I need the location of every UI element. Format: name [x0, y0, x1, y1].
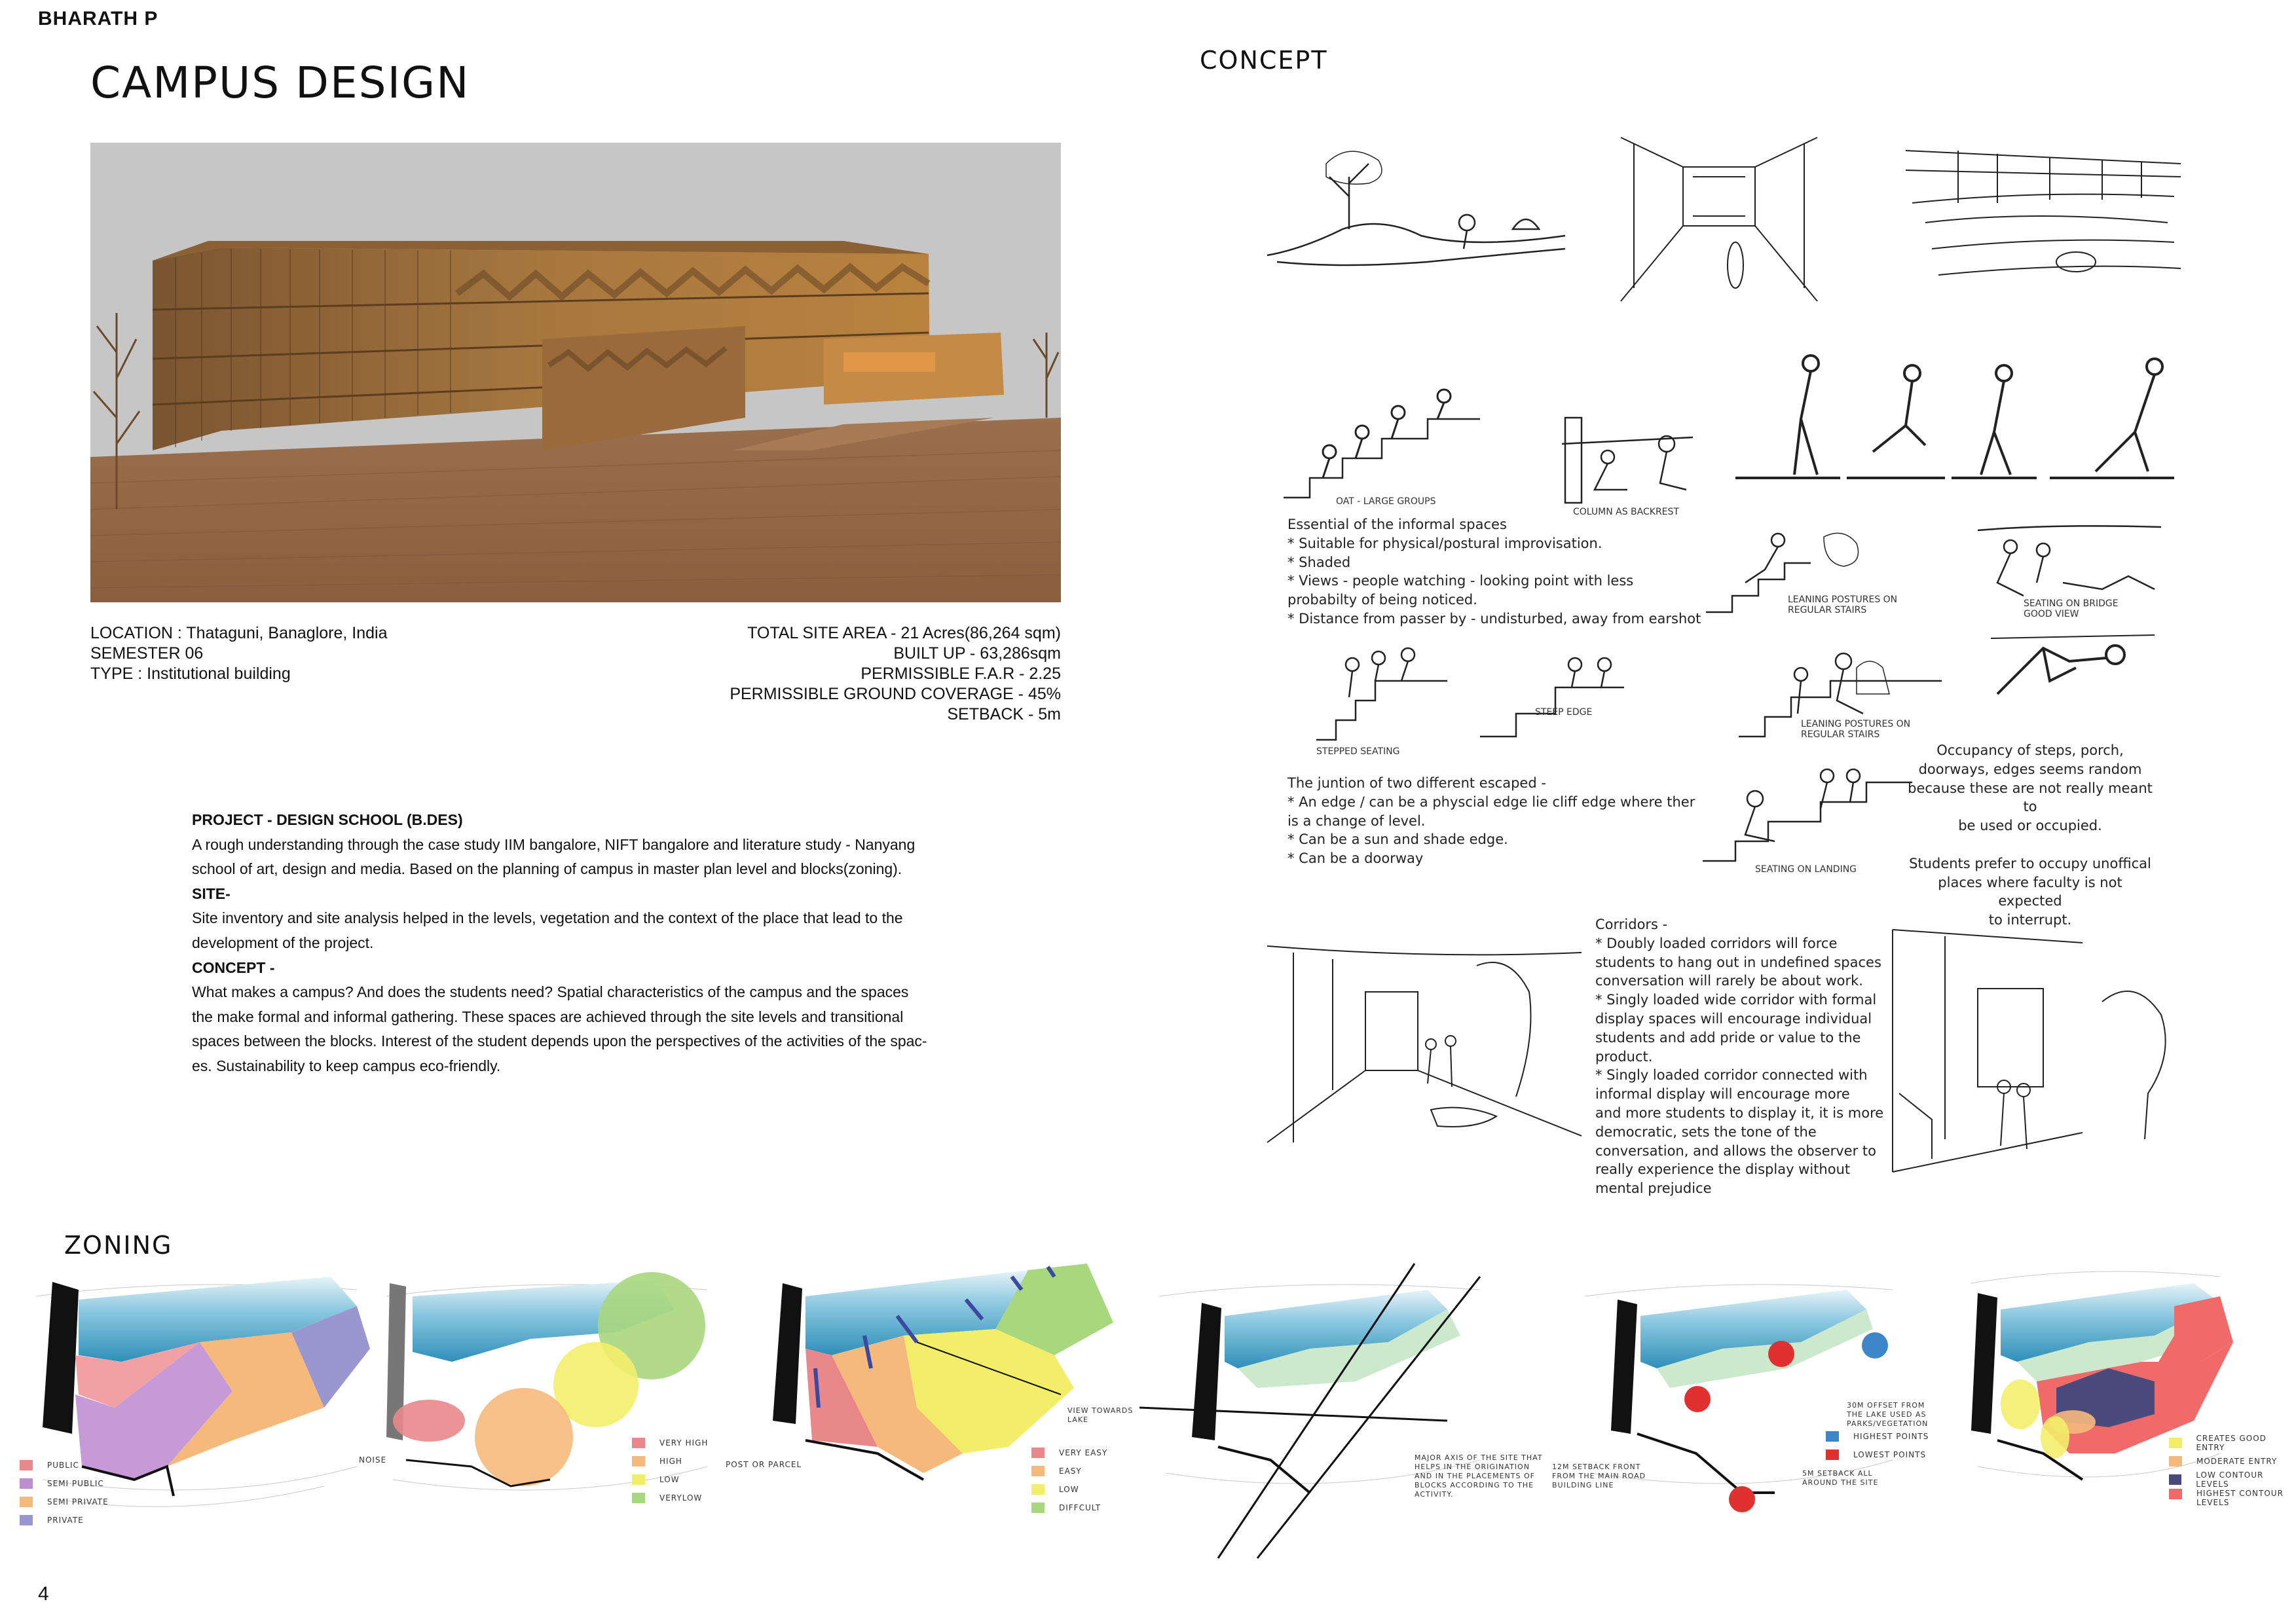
legend-swatch	[1031, 1466, 1045, 1476]
far-text: PERMISSIBLE F.A.R - 2.25	[861, 665, 1061, 683]
legend-label: LOWEST POINTS	[1853, 1450, 1927, 1459]
standing-postures-sketch	[1729, 354, 2187, 511]
legend-item	[2169, 1470, 2296, 1489]
building-render-image	[90, 143, 1061, 602]
occupancy-note: Occupancy of steps, porch, doorways, edges seems random because these are not really meant to be used or occupied. Students prefer to occupy unoffical places where faculty is not expected to interrupt.	[1908, 742, 2153, 928]
legend-label: VERY EASY	[1059, 1448, 1108, 1457]
stepped-seating-label: STEPPED SEATING	[1316, 746, 1400, 757]
legend-item	[632, 1434, 708, 1452]
semester-text: SEMESTER 06	[90, 644, 204, 663]
page-number: 4	[38, 1583, 49, 1605]
concept-line: the make formal and informal gathering. These spaces are achieved through the site levels and transitional	[192, 1008, 904, 1025]
built-up-text: BUILT UP - 63,286sqm	[893, 644, 1061, 663]
legend-item	[1031, 1499, 1107, 1517]
map2-noise-label: NOISE	[359, 1455, 387, 1465]
legend-label: SEMI PRIVATE	[47, 1497, 109, 1506]
junction-note: The juntion of two different escaped - * An edge / can be a physcial edge lie cliff edge where ther is a change of level. * Can be a sun and shade edge. * Can be a doorway	[1287, 775, 1695, 867]
legend-label: HIGHEST POINTS	[1853, 1432, 1929, 1441]
legend-label: SEMI PUBLIC	[47, 1479, 104, 1488]
legend-swatch	[2169, 1456, 2182, 1467]
legend-label: LOW	[1059, 1485, 1079, 1494]
legend-item	[20, 1511, 109, 1529]
legend-item	[1826, 1446, 1929, 1464]
hill-tree-sketch	[1264, 137, 1572, 268]
oat-large-groups-sketch	[1284, 393, 1519, 504]
legend-swatch	[2169, 1474, 2181, 1485]
corridor-sketch-right	[1886, 923, 2187, 1178]
legend-label: HIGHEST CONTOUR LEVELS	[2196, 1489, 2284, 1507]
seating-landing-sketch	[1703, 769, 1912, 867]
legend-item	[632, 1489, 708, 1507]
legend-label: PUBLIC	[47, 1461, 79, 1470]
legend-swatch	[2169, 1489, 2182, 1499]
map5-all-setback-note: 5M SETBACK ALL AROUND THE SITE	[1802, 1469, 1879, 1487]
legend-item	[1031, 1480, 1107, 1499]
legend-item	[632, 1452, 708, 1470]
legend-item	[20, 1493, 109, 1511]
stepped-seating-sketch	[1316, 645, 1460, 743]
concept-line: What makes a campus? And does the students need? Spatial characteristics of the campus and the spaces	[192, 983, 909, 1001]
legend-item	[1031, 1444, 1107, 1462]
legend-item	[1826, 1427, 1929, 1446]
location-text: LOCATION : Thataguni, Banaglore, India	[90, 624, 388, 642]
legend-swatch	[632, 1456, 645, 1467]
legend-item	[20, 1456, 109, 1474]
legend-label: VERY HIGH	[659, 1438, 709, 1448]
site-line: Site inventory and site analysis helped in the levels, vegetation and the context of the place that lead to the	[192, 909, 903, 927]
seating-landing-label: SEATING ON LANDING	[1755, 864, 1857, 875]
legend-label: VERYLOW	[659, 1493, 703, 1503]
legend-swatch	[1826, 1431, 1839, 1442]
project-description	[192, 808, 978, 1079]
map3-post-label: POST OR PARCEL	[726, 1460, 802, 1469]
lying-figure-sketch	[1991, 629, 2155, 707]
map6-legend	[2169, 1434, 2296, 1507]
ground-coverage-text: PERMISSIBLE GROUND COVERAGE - 45%	[730, 685, 1061, 703]
informal-spaces-note: Essential of the informal spaces * Suitable for physical/postural improvisation. * Shaded * Views - people watching - looking point with less probabilty of being noticed. * Distance from passer by - undisturbed, away from earshot	[1287, 517, 1701, 627]
legend-swatch	[20, 1515, 33, 1525]
legend-item	[2169, 1489, 2296, 1507]
map5-front-setback-note: 12M SETBACK FRONT FROM THE MAIN ROAD BUILDING LINE	[1552, 1463, 1646, 1489]
project-line: school of art, design and media. Based on the planning of campus in master plan level and blocks(zoning).	[192, 860, 902, 878]
corridor-perspective-sketch	[1621, 137, 1817, 308]
legend-label: LOW	[659, 1475, 680, 1484]
zoning-section-heading: ZONING	[64, 1231, 173, 1260]
steep-edge-sketch	[1477, 648, 1627, 740]
site-line: development of the project.	[192, 934, 374, 951]
column-backrest-sketch	[1562, 411, 1693, 503]
seating-bridge-label: SEATING ON BRIDGE GOOD VIEW	[2024, 598, 2119, 619]
project-info-left	[90, 623, 549, 684]
concept-line: es. Sustainability to keep campus eco-friendly.	[192, 1057, 501, 1074]
concept-section-heading: CONCEPT	[1200, 46, 1328, 75]
column-backrest-label: COLUMN AS BACKREST	[1573, 507, 1679, 517]
legend-label: LOW CONTOUR LEVELS	[2196, 1470, 2264, 1489]
site-area-text: TOTAL SITE AREA - 21 Acres(86,264 sqm)	[747, 624, 1061, 642]
legend-item	[20, 1474, 109, 1493]
map3-legend	[1031, 1444, 1107, 1517]
legend-swatch	[632, 1493, 645, 1503]
map5-lake-offset-note: 30M OFFSET FROM THE LAKE USED AS PARKS/VEGETATION	[1847, 1401, 1929, 1428]
author-name: BHARATH P	[38, 8, 158, 29]
setback-text: SETBACK - 5m	[947, 705, 1061, 723]
map4-axis-note: MAJOR AXIS OF THE SITE THAT HELPS IN THE ORIGINATION AND IN THE PLACEMENTS OF BLOCKS ACCORDING TO THE ACTIVITY.	[1415, 1453, 1543, 1499]
zoning-map-axis	[1139, 1257, 1506, 1558]
legend-item	[1031, 1462, 1107, 1480]
legend-swatch	[1826, 1450, 1839, 1460]
legend-item	[2169, 1452, 2296, 1470]
legend-label: EASY	[1059, 1467, 1082, 1476]
legend-label: CREATES GOOD ENTRY	[2196, 1434, 2267, 1452]
legend-label: DIFFCULT	[1059, 1503, 1102, 1512]
landscape-sketch	[1906, 137, 2181, 308]
map1-legend	[20, 1456, 109, 1529]
map5-legend	[1826, 1427, 1929, 1464]
oat-label: OAT - LARGE GROUPS	[1336, 496, 1436, 507]
project-info-right	[602, 623, 1061, 725]
legend-swatch	[1031, 1484, 1045, 1495]
map3-view-label: VIEW TOWARDS LAKE	[1067, 1406, 1134, 1424]
steep-edge-label: STEEP EDGE	[1535, 707, 1593, 718]
page-title: CAMPUS DESIGN	[90, 58, 470, 108]
type-text: TYPE : Institutional building	[90, 665, 291, 683]
corridors-note: Corridors - * Doubly loaded corridors will force students to hang out in undefined spaces conversation will rarely be about work. * Singly loaded wide corridor with formal display spaces will encourage individual students and add pride or value to the product. * Singly loaded corridor connected with informal display will encourage more and more students to display it, it is more democratic, sets the tone of the conversation, and allows the observer to really experience the display without mental prejudice	[1595, 917, 1884, 1197]
concept-heading: CONCEPT -	[192, 958, 275, 976]
legend-swatch	[1031, 1503, 1045, 1513]
project-line: A rough understanding through the case study IIM bangalore, NIFT bangalore and literature study - Nanyang	[192, 835, 916, 853]
legend-swatch	[632, 1438, 645, 1448]
legend-label: MODERATE ENTRY	[2196, 1457, 2278, 1466]
leaning-stairs-label-2: LEANING POSTURES ON REGULAR STAIRS	[1801, 719, 1911, 740]
concept-line: spaces between the blocks. Interest of the student depends upon the perspectives of the activities of the spac-	[192, 1032, 927, 1050]
legend-label: PRIVATE	[47, 1516, 84, 1525]
project-heading: PROJECT - DESIGN SCHOOL (B.DES)	[192, 811, 463, 828]
site-heading: SITE-	[192, 884, 231, 902]
leaning-stairs-label-1: LEANING POSTURES ON REGULAR STAIRS	[1788, 594, 1898, 615]
map2-legend	[632, 1434, 708, 1507]
legend-swatch	[632, 1474, 645, 1485]
corridor-sketch-left	[1267, 939, 1588, 1149]
legend-item	[632, 1470, 708, 1489]
legend-item	[2169, 1434, 2296, 1452]
legend-swatch	[20, 1478, 33, 1489]
legend-swatch	[20, 1460, 33, 1470]
legend-label: HIGH	[659, 1457, 682, 1466]
seating-bridge-sketch	[1958, 524, 2168, 602]
legend-swatch	[2169, 1438, 2182, 1448]
legend-swatch	[20, 1497, 33, 1507]
legend-swatch	[1031, 1448, 1045, 1458]
